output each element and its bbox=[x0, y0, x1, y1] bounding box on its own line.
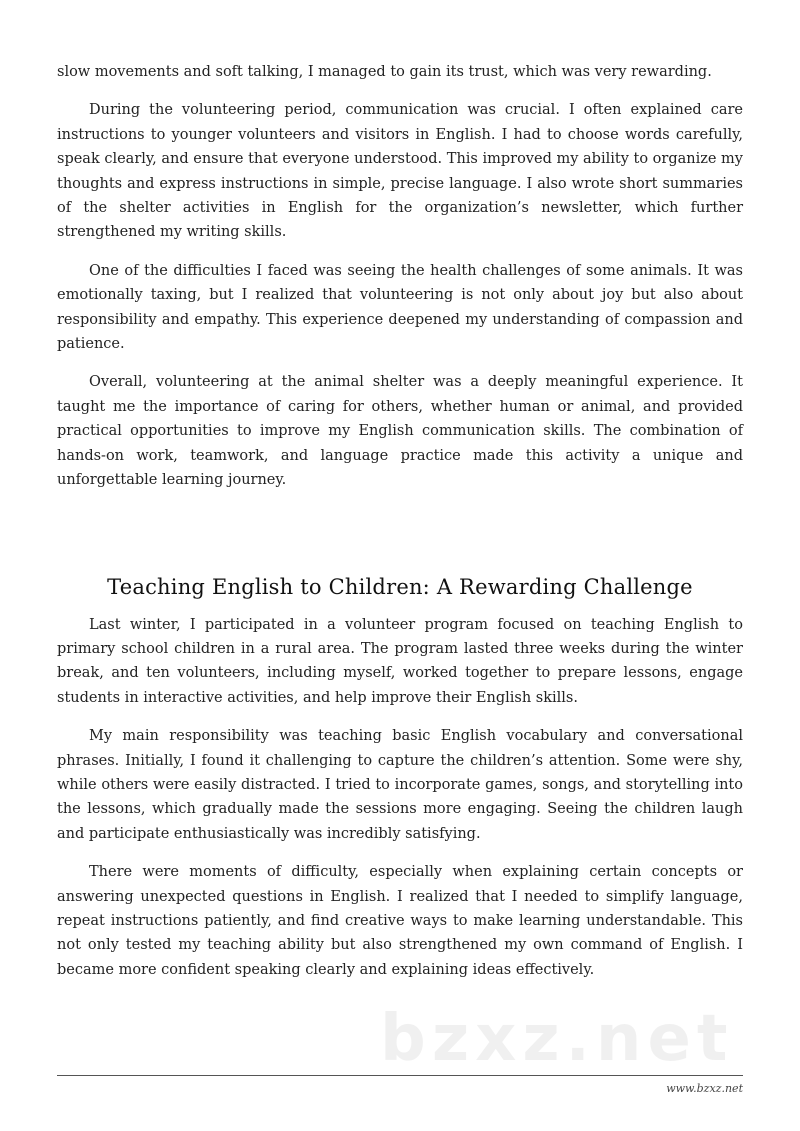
paragraph: During the volunteering period, communication was crucial. I often explained care instructions to younger volunteers and visitors in English. I had to choose words carefully, speak clearly, and ensure that everyone understood. This improved my ability to organize my thoughts and express instructions in simple, precise language. I also wrote short summaries of the shelter activities in English for the organization’s newsletter, which further strengthened my writing skills. bbox=[57, 102, 743, 241]
paragraph: My main responsibility was teaching basic English vocabulary and conversational phrases. Initially, I found it challenging to capture the children’s attention. Some were shy, while others were easily distracted. I tried to incorporate games, songs, and storytelling into the lessons, which gradually made the sessions more engaging. Seeing the children laugh and participate enthusiastically was incredibly satisfying. bbox=[57, 728, 743, 842]
paragraph: There were moments of difficulty, especially when explaining certain concepts or answering unexpected questions in English. I realized that I needed to simplify language, repeat instructions patiently, and find creative ways to make learning understandable. This not only tested my teaching ability but also strengthened my own command of English. I became more confident speaking clearly and explaining ideas effectively. bbox=[57, 864, 743, 978]
watermark: bzxz.net bbox=[380, 1002, 734, 1076]
paragraph: slow movements and soft talking, I managed to gain its trust, which was very rewarding. bbox=[57, 64, 712, 80]
paragraph: Overall, volunteering at the animal shelter was a deeply meaningful experience. It taught me the importance of caring for others, whether human or animal, and provided practical opportunities to improve my English communication skills. The combination of hands-on work, teamwork, and language practice made this activity a unique and unforgettable learning journey. bbox=[57, 374, 743, 489]
footer-url: www.bzxz.net bbox=[666, 1082, 743, 1095]
document-page bbox=[57, 60, 743, 996]
paragraph: One of the difficulties I faced was seeing the health challenges of some animals. It was emotionally taxing, but I realized that volunteering is not only about joy but also about responsibility and empathy. This experience deepened my understanding of compassion and patience. bbox=[57, 262, 743, 353]
paragraph: Last winter, I participated in a volunteer program focused on teaching English to primary school children in a rural area. The program lasted three weeks during the winter break, and ten volunteers, including myself, worked together to prepare lessons, engage students in interactive activities, and help improve their English skills. bbox=[57, 616, 743, 706]
section-title: Teaching English to Children: A Rewarding Challenge bbox=[107, 574, 693, 599]
footer-divider bbox=[57, 1075, 743, 1076]
